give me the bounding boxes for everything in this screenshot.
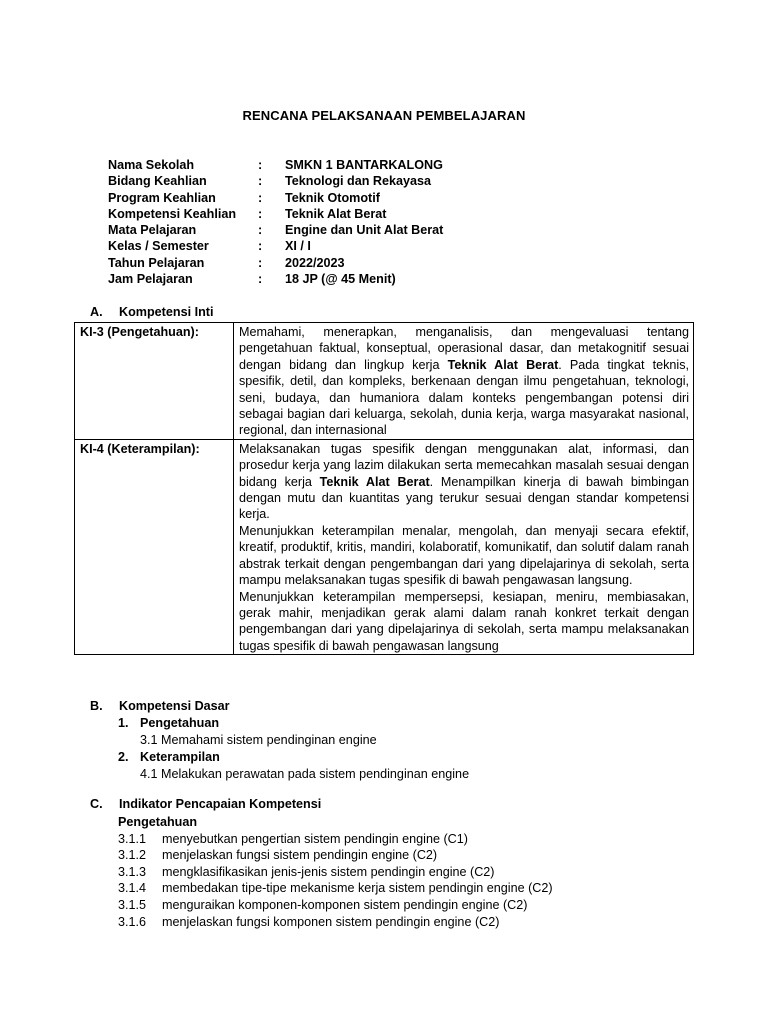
section-b-heading xyxy=(90,699,230,713)
identity-row xyxy=(108,157,443,173)
list-item xyxy=(118,914,553,931)
identity-colon: : xyxy=(258,206,263,221)
item-text: mengklasifikasikan jenis-jenis sistem pendingin engine (C2) xyxy=(162,864,495,879)
section-number: A. xyxy=(90,305,103,319)
identity-row xyxy=(108,173,443,189)
item-text: menguraikan komponen-komponen sistem pendingin engine (C2) xyxy=(162,897,528,912)
item-text: membedakan tipe-tipe mekanisme kerja sistem pendingin engine (C2) xyxy=(162,881,553,896)
ki3-bold-text: Teknik Alat Berat xyxy=(447,357,559,372)
identity-colon: : xyxy=(258,272,263,287)
identity-row xyxy=(108,255,443,271)
identity-label: Kelas / Semester xyxy=(108,239,209,254)
list-item-detail: 3.1 Memahami sistem pendinginan engine xyxy=(140,733,377,747)
identity-row xyxy=(108,206,443,222)
list-item xyxy=(118,897,553,914)
section-a-heading xyxy=(90,305,213,319)
sub-heading: Pengetahuan xyxy=(118,815,198,829)
item-number: 1. xyxy=(118,716,129,730)
identity-label: Mata Pelajaran xyxy=(108,223,197,238)
item-label: Keterampilan xyxy=(140,750,220,764)
item-number: 3.1.3 xyxy=(118,864,147,879)
identity-value: Teknik Otomotif xyxy=(285,190,380,205)
identity-colon: : xyxy=(258,174,263,189)
list-item-detail: 4.1 Melakukan perawatan pada sistem pendinginan engine xyxy=(140,767,470,781)
identity-row xyxy=(108,222,443,238)
table-row xyxy=(75,439,694,654)
ki4-paragraph: Menunjukkan keterampilan menalar, mengolah, dan menyaji secara efektif, kreatif, produktif, kritis, mandiri, kolaboratif, komunikatif, dan solutif dalam ranah abstrak terkait dengan pengembangan dari yang dipelajarinya di sekolah, serta mampu melaksanakan tugas spesifik di bawah pengawasan langsung. xyxy=(239,523,689,588)
identity-value: 18 JP (@ 45 Menit) xyxy=(285,272,396,287)
section-title: Kompetensi Inti xyxy=(119,305,214,319)
section-title: Indikator Pencapaian Kompetensi xyxy=(119,797,322,811)
item-number: 3.1.4 xyxy=(118,881,147,896)
identity-label: Jam Pelajaran xyxy=(108,272,193,287)
identity-value: Teknologi dan Rekayasa xyxy=(285,174,432,189)
item-text: menjelaskan fungsi sistem pendingin engine (C2) xyxy=(162,848,438,863)
list-item xyxy=(118,831,553,848)
identity-colon: : xyxy=(258,158,263,172)
identity-label: Tahun Pelajaran xyxy=(108,255,205,270)
identity-value: Teknik Alat Berat xyxy=(285,206,387,221)
section-c-heading xyxy=(90,797,321,811)
item-number: 2. xyxy=(118,750,129,764)
ki4-text: Melaksanakan tugas spesifik dengan menggunakan alat, informasi, dan prosedur kerja yang lazim dilakukan serta memecahkan masalah sesuai dengan bidang kerja xyxy=(239,441,689,489)
document-title: RENCANA PELAKSANAAN PEMBELAJARAN xyxy=(242,108,526,123)
list-item xyxy=(118,864,553,881)
identity-colon: : xyxy=(258,190,263,205)
identity-value: SMKN 1 BANTARKALONG xyxy=(285,158,443,172)
ki4-description xyxy=(234,439,694,654)
identity-row xyxy=(108,190,443,206)
item-text: menyebutkan pengertian sistem pendingin engine (C1) xyxy=(162,831,468,846)
ki3-label: KI-3 (Pengetahuan): xyxy=(75,323,234,440)
ki4-bold-text: Teknik Alat Berat xyxy=(319,474,430,489)
ki3-description xyxy=(234,323,694,440)
identity-label: Kompetensi Keahlian xyxy=(108,206,237,221)
identity-label: Bidang Keahlian xyxy=(108,174,207,189)
identity-value: XI / I xyxy=(285,239,311,254)
identity-value: 2022/2023 xyxy=(285,255,345,270)
indikator-list xyxy=(118,814,553,930)
list-item xyxy=(118,880,553,897)
section-number: B. xyxy=(90,699,103,713)
item-number: 3.1.5 xyxy=(118,897,147,912)
identity-label: Program Keahlian xyxy=(108,190,216,205)
identity-row xyxy=(108,271,443,287)
item-number: 3.1.1 xyxy=(118,831,147,846)
identity-row xyxy=(108,238,443,254)
list-item xyxy=(118,847,553,864)
table-row xyxy=(75,323,694,440)
item-text: menjelaskan fungsi komponen sistem pendingin engine (C2) xyxy=(162,914,500,929)
section-number: C. xyxy=(90,797,103,811)
identity-colon: : xyxy=(258,255,263,270)
kompetensi-dasar-list xyxy=(118,715,469,783)
item-number: 3.1.6 xyxy=(118,914,147,929)
ki3-text: Memahami, menerapkan, menganalisis, dan mengevaluasi tentang pengetahuan faktual, konseptual, operasional dasar, dan metakognitif sesuai dengan bidang dan lingkup kerja xyxy=(239,325,689,372)
ki4-paragraph xyxy=(239,441,689,523)
kompetensi-inti-table xyxy=(74,322,694,655)
item-number: 3.1.2 xyxy=(118,848,147,863)
identity-block xyxy=(108,157,443,287)
list-item xyxy=(118,749,469,766)
identity-value: Engine dan Unit Alat Berat xyxy=(285,223,444,238)
item-label: Pengetahuan xyxy=(140,716,220,730)
section-title: Kompetensi Dasar xyxy=(119,699,230,713)
identity-colon: : xyxy=(258,223,263,238)
ki3-text-cont: . Pada tingkat teknis, spesifik, detil, dan kompleks, berkenaan dengan ilmu pengetahuan, teknologi, seni, budaya, dan humaniora dalam konteks pengembangan potensi diri sebagai bagian dari keluarga, sekolah, dunia kerja, warga masyarakat nasional, regional, dan internasional xyxy=(239,357,689,438)
ki4-paragraph: Menunjukkan keterampilan mempersepsi, kesiapan, meniru, membiasakan, gerak mahir, menjadikan gerak alami dalam ranah konkret terkait dengan pengembangan dari yang dipelajarinya di sekolah, serta mampu melaksanakan tugas spesifik di bawah pengawasan langsung xyxy=(239,589,689,653)
list-item xyxy=(118,715,469,732)
identity-colon: : xyxy=(258,239,263,254)
ki4-label: KI-4 (Keterampilan): xyxy=(75,439,234,654)
identity-label: Nama Sekolah xyxy=(108,158,195,172)
ki4-text-cont: . Menampilkan kinerja di bawah bimbingan dengan mutu dan kuantitas yang terukur sesuai dengan standar kompetensi kerja. xyxy=(239,474,689,522)
